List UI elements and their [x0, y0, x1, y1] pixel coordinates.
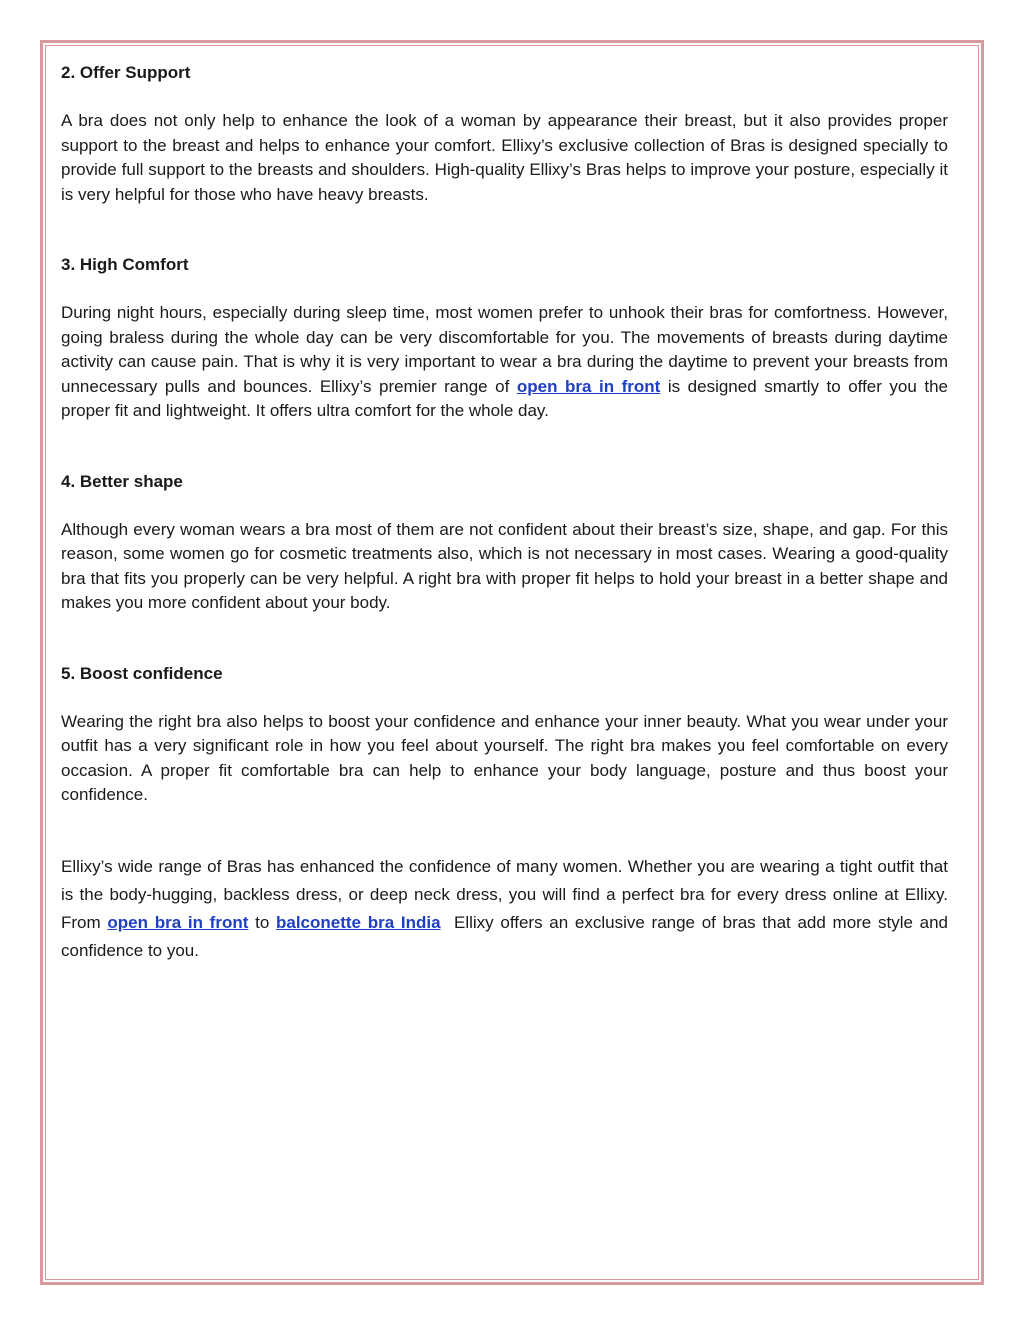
section-body-boost-confidence: Wearing the right bra also helps to boost your confidence and enhance your inner beauty. What you wear under your outfit has a very significant role in how you feel about yourself. The right bra makes you feel comfortable on every occasion. A proper fit comfortable bra can help to enhance your body language, posture and thus boost your confidence. — [61, 711, 948, 804]
section-body-better-shape: Although every woman wears a bra most of them are not confident about their breast’s size, shape, and gap. For this reason, some women go for cosmetic treatments also, which is not necessary in most cases. Wearing a good-quality bra that fits you properly can be very helpful. A right bra with proper fit helps to hold your breast in a better shape and makes you more confident about your body. — [61, 519, 948, 612]
section-heading-boost-confidence: 5. Boost confidence — [61, 663, 223, 683]
section-body-offer-support: A bra does not only help to enhance the look of a woman by appearance their breast, but it also provides proper support to the breast and helps to enhance your comfort. Ellixy’s exclusive collection of Bras is designed specially to provide full support to the breasts and shoulders. High-quality Ellixy’s Bras helps to improve your posture, especially it is very helpful for those who have heavy breasts. — [61, 111, 948, 204]
open-bra-in-front-link[interactable]: open bra in front — [516, 376, 661, 396]
section-heading-offer-support: 2. Offer Support — [61, 63, 191, 82]
document-body — [61, 60, 953, 965]
section-heading-high-comfort: 3. High Comfort — [61, 255, 189, 274]
section-body-high-comfort: During night hours, especially during sleep time, most women prefer to unhook their bras for comfortness. However, going braless during the whole day can be very discomfortable for you. The movements of breasts during daytime activity can cause pain. That is why it is very important to wear a bra during the daytime to prevent your breasts from unnecessary pulls and bounces. Ellixy’s premier range of open bra in front is designed smartly to offer you the proper fit and lightweight. It offers ultra comfort for the whole day. — [61, 303, 949, 420]
balconette-bra-india-link[interactable]: balconette bra India — [276, 912, 441, 932]
section-heading-better-shape: 4. Better shape — [61, 471, 183, 491]
open-bra-in-front-link-2[interactable]: open bra in front — [107, 912, 249, 932]
closing-paragraph: Ellixy’s wide range of Bras has enhanced the confidence of many women. Whether you are wearing a tight outfit that is the body-hugging, backless dress, or deep neck dress, you will find a perfect bra for every dress online at Ellixy. From open bra in front to balconette bra India Ellixy offers an exclusive range of bras that add more style and confidence to you. — [61, 856, 953, 960]
